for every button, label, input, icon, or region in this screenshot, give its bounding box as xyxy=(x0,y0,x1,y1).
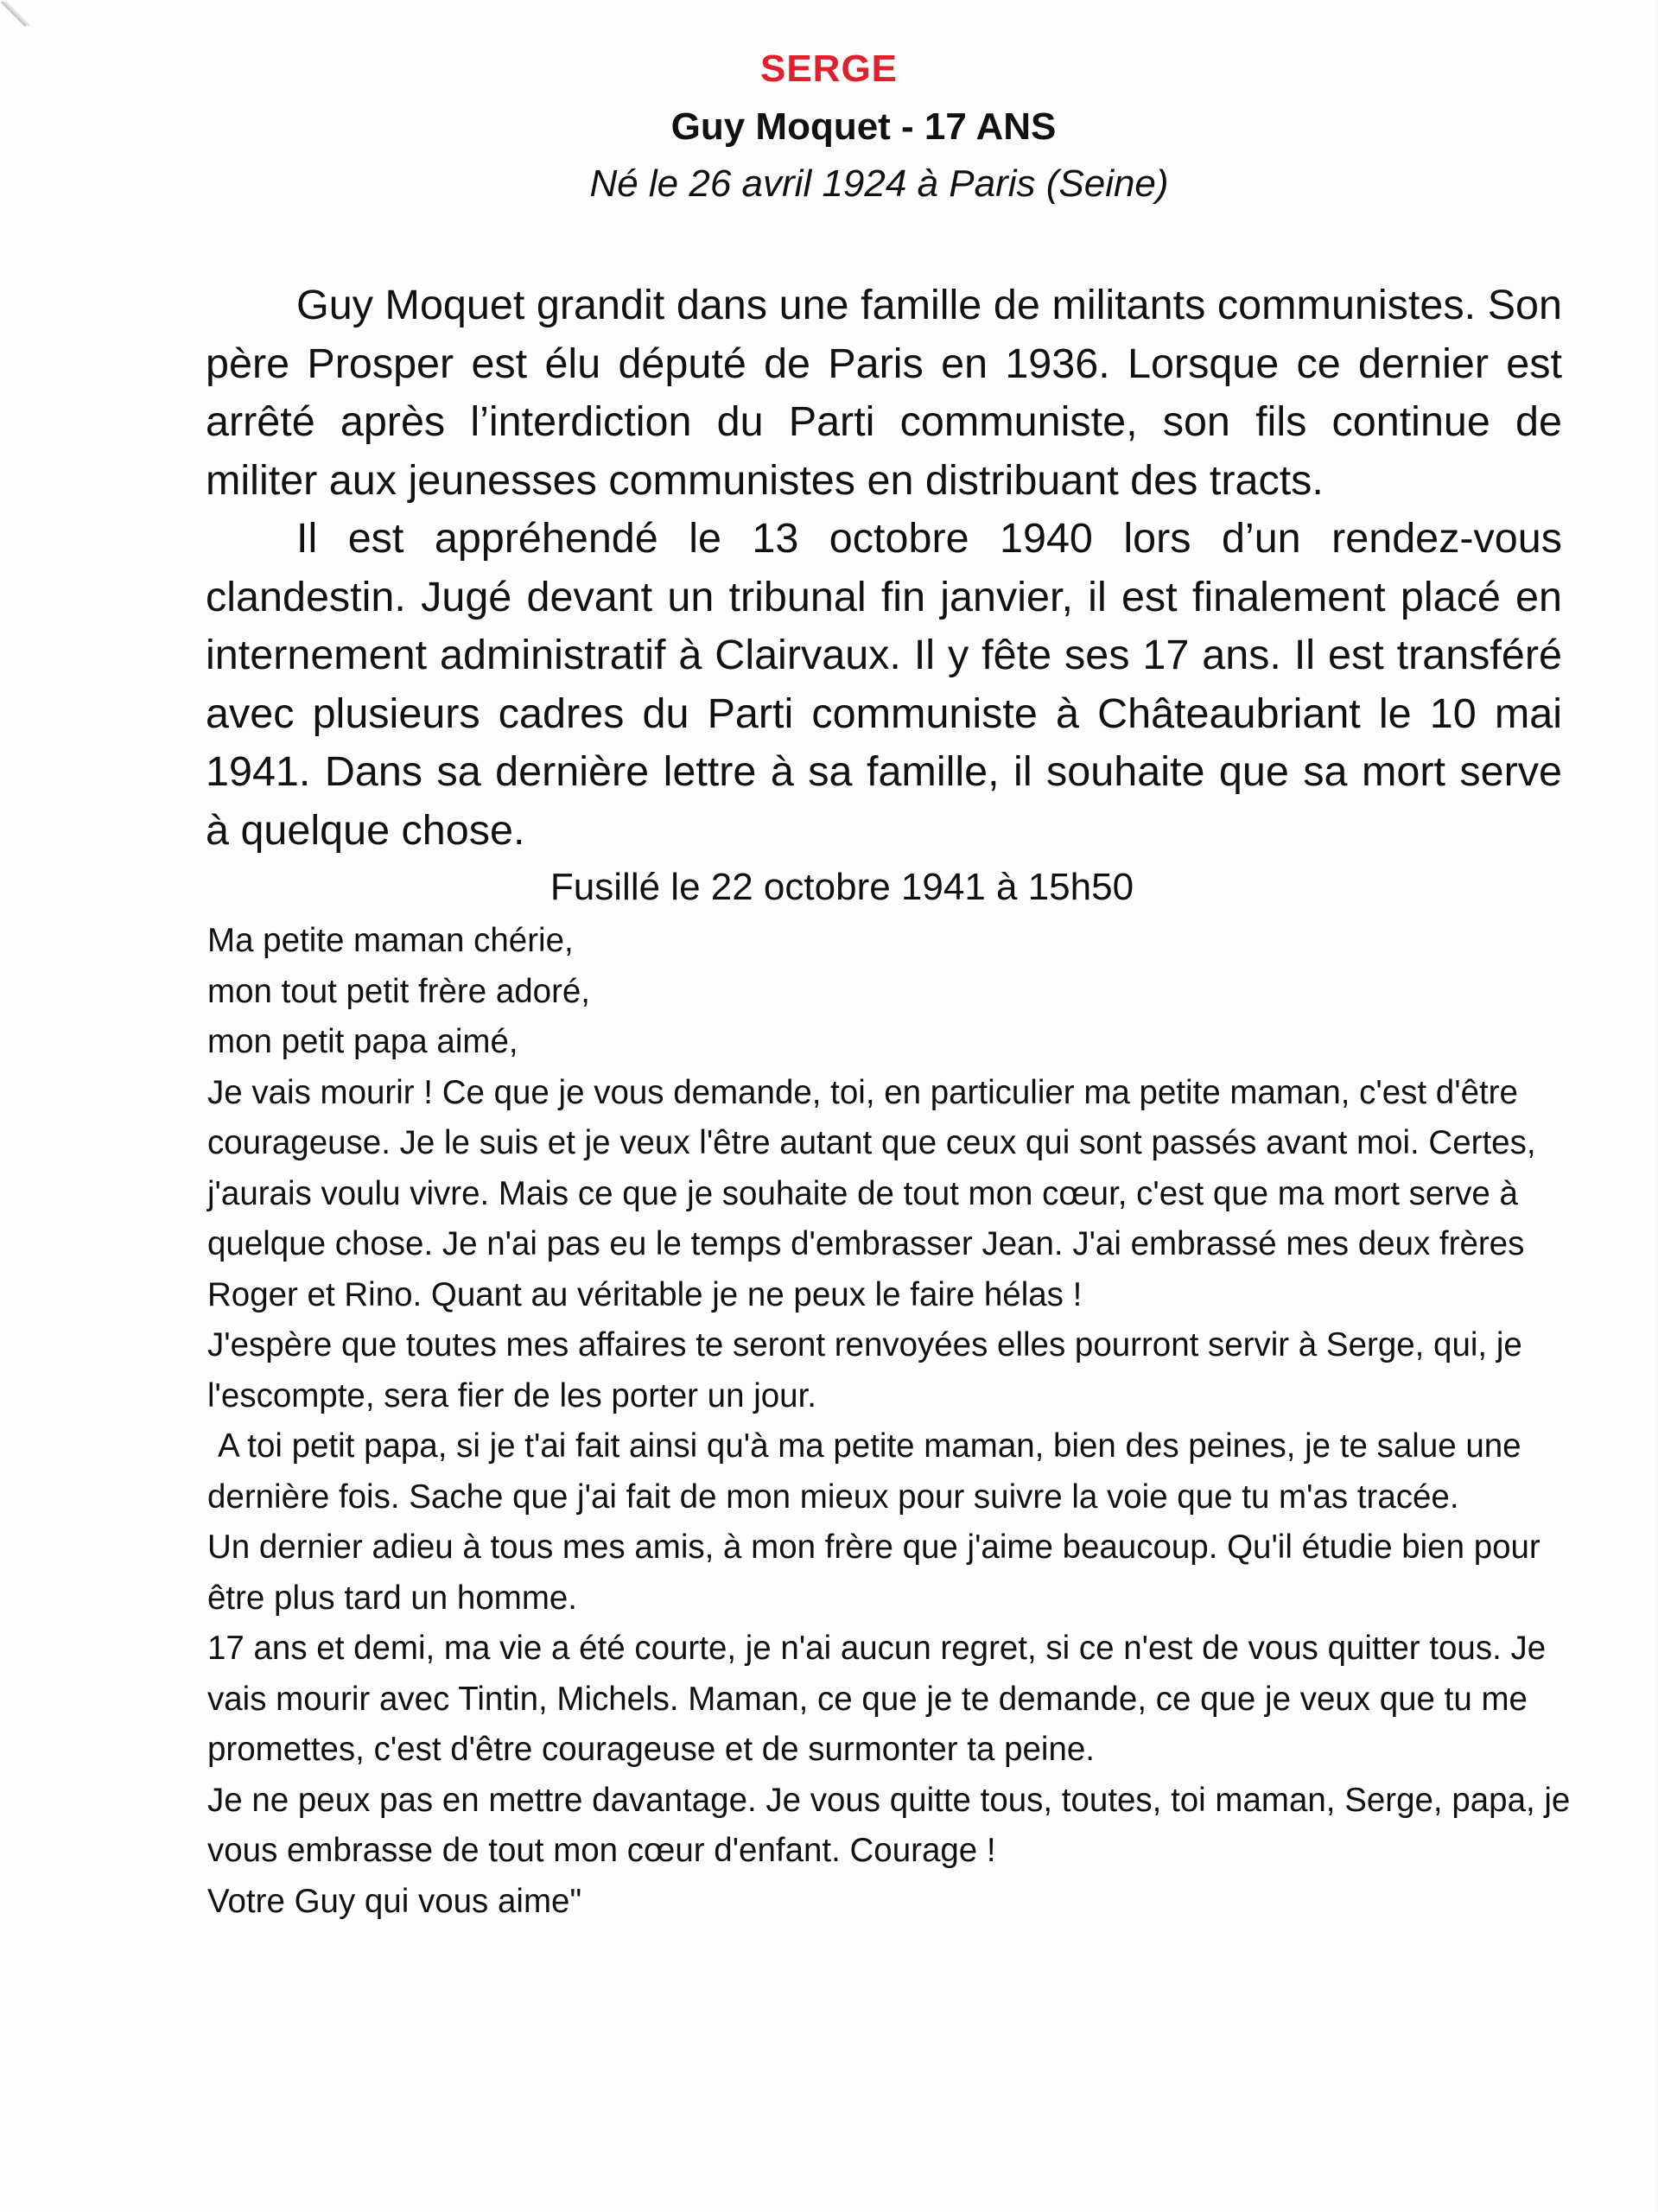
biography-section xyxy=(206,276,1562,860)
scan-edge xyxy=(1653,0,1658,2212)
letter-greeting: Ma petite maman chérie, xyxy=(207,922,574,959)
letter-paragraph: Un dernier adieu à tous mes amis, à mon frère que j'aime beaucoup. Qu'il étudie bien pour être plus tard un homme. xyxy=(207,1529,1540,1617)
name-age-heading: Guy Moquet - 17 ANS xyxy=(670,105,1057,148)
letter-paragraph: J'espère que toutes mes affaires te seront renvoyées elles pourront servir à Serge, qui, je l'escompte, sera fier de les porter un jour. xyxy=(207,1326,1522,1414)
biography-paragraph: Guy Moquet grandit dans une famille de militants communistes. Son père Prosper est élu député de Paris en 1936. Lorsque ce dernier est arrêté après l’interdiction du Parti communiste, son fils continue de militer aux jeunesses communistes en distribuant des tracts. xyxy=(206,282,1562,504)
recipient-title: SERGE xyxy=(759,48,899,90)
letter-paragraph: Je ne peux pas en mettre davantage. Je vous quitte tous, toutes, toi maman, Serge, papa, je vous embrasse de tout mon cœur d'enfant. Courage ! xyxy=(207,1781,1571,1869)
execution-line: Fusillé le 22 octobre 1941 à 15h50 xyxy=(549,866,1134,908)
letter-paragraph: Je vais mourir ! Ce que je vous demande, toi, en particulier ma petite maman, c'est d'être courageuse. Je le suis et je veux l'être autant que ceux qui sont passés avant moi. Certes, j'aurais voulu vivre. Mais ce que je souhaite de tout mon cœur, c'est que ma mort serve à quelque chose. Je n'ai pas eu le temps d'embrasser Jean. J'ai embrassé mes deux frères Roger et Rino. Quant au véritable je ne peux le faire hélas ! xyxy=(207,1073,1536,1313)
biography-paragraph: Il est appréhendé le 13 octobre 1940 lors d’un rendez-vous clandestin. Jugé devant un tribunal fin janvier, il est finalement placé en internement administratif à Clairvaux. Il y fête ses 17 ans. Il est transféré avec plusieurs cadres du Parti communiste à Châteaubriant le 10 mai 1941. Dans sa dernière lettre à sa famille, il souhaite que sa mort serve à quelque chose. xyxy=(206,515,1562,854)
letter-greeting: mon tout petit frère adoré, xyxy=(207,972,590,1010)
letter-greeting: mon petit papa aimé, xyxy=(207,1023,518,1060)
letter-signature: Votre Guy qui vous aime" xyxy=(207,1882,582,1920)
letter-paragraph: 17 ans et demi, ma vie a été courte, je n'ai aucun regret, si ce n'est de vous quitter tous. Je vais mourir avec Tintin, Michels. Maman, ce que je te demande, ce que je veux que tu me promettes, c'est d'être courageuse et de surmonter ta peine. xyxy=(207,1630,1547,1768)
birth-line: Né le 26 avril 1924 à Paris (Seine) xyxy=(589,162,1169,205)
letter-body xyxy=(207,916,1572,1927)
letter-paragraph: A toi petit papa, si je t'ai fait ainsi qu'à ma petite maman, bien des peines, je te salue une dernière fois. Sache que j'ai fait de mon mieux pour suivre la voie que tu m'as tracée. xyxy=(207,1427,1521,1516)
scan-corner-mark xyxy=(0,0,35,35)
